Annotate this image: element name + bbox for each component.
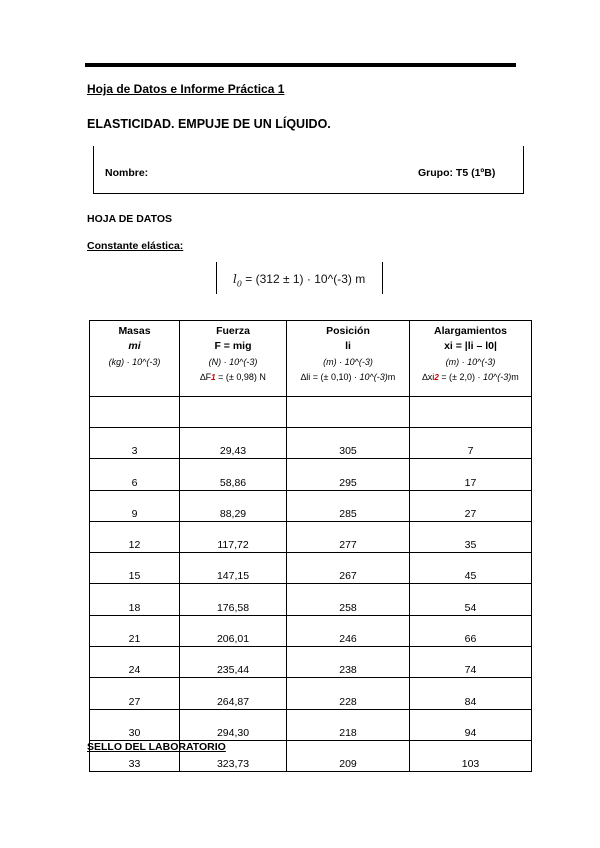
table-cell: 7 (410, 428, 532, 459)
table-cell: 6 (90, 459, 180, 490)
table-cell: 33 (90, 740, 180, 771)
formula-symbol: $l_0$ (233, 272, 242, 289)
table-cell: 117,72 (180, 521, 287, 552)
header-error: ∆xi2 = (± 2,0) · 10^(-3)m (422, 372, 519, 382)
header-masas (90, 321, 180, 397)
header-error: ∆li = (± 0,10) · 10^(-3)m (300, 372, 396, 382)
table-row (90, 553, 532, 584)
header-unit: (m) · 10^(-3) (323, 357, 373, 367)
table-cell: 54 (410, 584, 532, 615)
table-cell: 29,43 (180, 428, 287, 459)
table-row (90, 428, 532, 459)
table-cell: 147,15 (180, 553, 287, 584)
header-name: Masas (118, 325, 151, 337)
table-cell: 264,87 (180, 678, 287, 709)
table-row (90, 709, 532, 740)
table-cell: 218 (287, 709, 410, 740)
table-header-row (90, 321, 532, 397)
table-cell: 15 (90, 553, 180, 584)
top-rule (85, 63, 516, 67)
table-cell: 209 (287, 740, 410, 771)
group-label: Grupo: T5 (1ºB) (418, 167, 496, 179)
table-cell: 206,01 (180, 615, 287, 646)
header-symbol: F = mig (214, 340, 252, 352)
header-symbol: xi = |li – l0| (444, 340, 497, 352)
constant-label: Constante elástica: (87, 240, 184, 252)
header-posicion (287, 321, 410, 397)
table-cell: 258 (287, 584, 410, 615)
formula (233, 272, 365, 288)
header-symbol: mi (128, 340, 141, 352)
table-cell: 285 (287, 490, 410, 521)
table-cell: 305 (287, 428, 410, 459)
table-cell: 176,58 (180, 584, 287, 615)
stamp-label: SELLO DEL LABORATORIO (87, 741, 226, 753)
document-title: Hoja de Datos e Informe Práctica 1 (87, 82, 285, 96)
header-unit: (kg) · 10^(-3) (108, 357, 161, 367)
table-cell: 27 (410, 490, 532, 521)
table-cell: 74 (410, 647, 532, 678)
table-cell: 17 (410, 459, 532, 490)
table-cell: 30 (90, 709, 180, 740)
table-row (90, 459, 532, 490)
document-subtitle: ELASTICIDAD. EMPUJE DE UN LÍQUIDO. (87, 117, 331, 131)
table-row (90, 584, 532, 615)
table-cell: 66 (410, 615, 532, 646)
header-fuerza (180, 321, 287, 397)
table-cell: 88,29 (180, 490, 287, 521)
table-cell: 294,30 (180, 709, 287, 740)
header-unit: (N) · 10^(-3) (208, 357, 258, 367)
table-row (90, 678, 532, 709)
header-error: ∆F1 = (± 0,98) N (200, 372, 266, 382)
table-cell: 3 (90, 428, 180, 459)
header-unit: (m) · 10^(-3) (445, 357, 496, 367)
table-cell: 45 (410, 553, 532, 584)
table-cell: 267 (287, 553, 410, 584)
table-cell: 24 (90, 647, 180, 678)
header-name: Fuerza (216, 325, 250, 337)
table-spacer-row (90, 397, 532, 428)
table-cell: 295 (287, 459, 410, 490)
table-cell: 12 (90, 521, 180, 552)
header-alargamientos (410, 321, 532, 397)
table-row (90, 521, 532, 552)
header-name: Alargamientos (434, 325, 507, 337)
header-name: Posición (326, 325, 370, 337)
table-cell: 235,44 (180, 647, 287, 678)
table-cell: 228 (287, 678, 410, 709)
name-label: Nombre: (105, 167, 149, 179)
table-row (90, 615, 532, 646)
formula-value: = (312 ± 1) · 10^(-3) m (241, 272, 366, 286)
table-cell: 103 (410, 740, 532, 771)
data-table (89, 320, 532, 772)
table-row (90, 647, 532, 678)
section-heading: HOJA DE DATOS (87, 213, 172, 225)
table-cell: 246 (287, 615, 410, 646)
table-cell: 58,86 (180, 459, 287, 490)
table-cell: 84 (410, 678, 532, 709)
table-cell: 94 (410, 709, 532, 740)
table-cell: 35 (410, 521, 532, 552)
table-cell: 9 (90, 490, 180, 521)
table-cell: 277 (287, 521, 410, 552)
table-cell: 21 (90, 615, 180, 646)
table-cell: 323,73 (180, 740, 287, 771)
header-symbol: li (345, 340, 351, 352)
table-cell: 238 (287, 647, 410, 678)
table-cell: 18 (90, 584, 180, 615)
table-row (90, 490, 532, 521)
table-cell: 27 (90, 678, 180, 709)
